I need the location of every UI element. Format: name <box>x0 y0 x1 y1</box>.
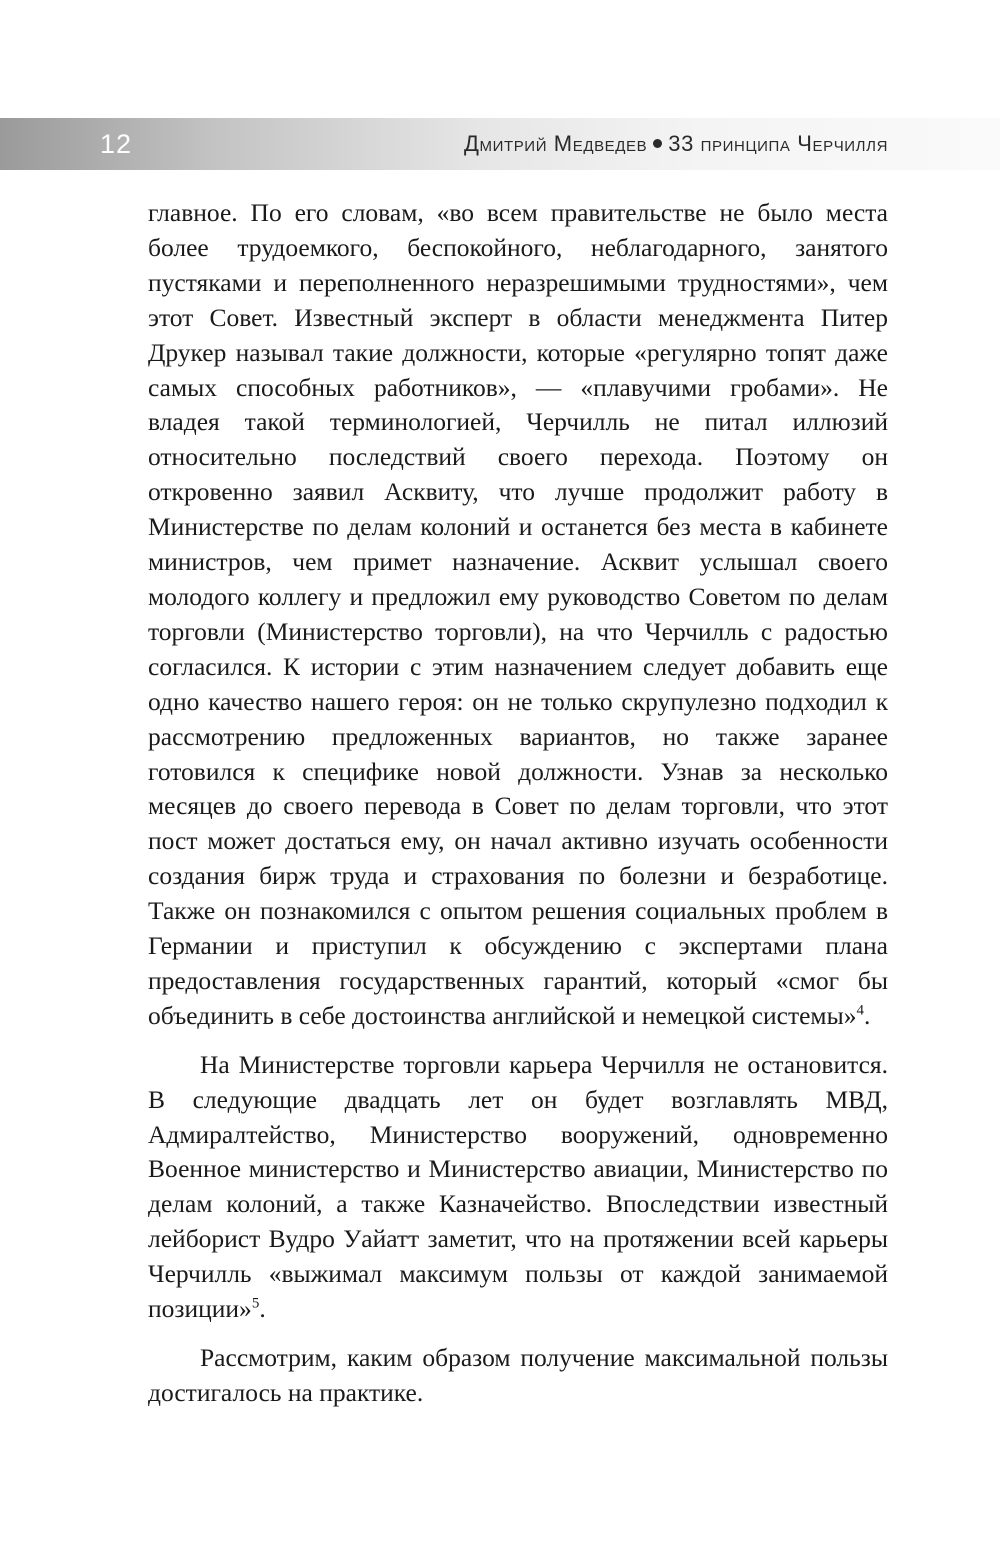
footnote-ref-5[interactable]: 5 <box>251 1295 260 1312</box>
header-book-title: 33 принципа Черчилля <box>668 131 888 156</box>
footnote-ref-4[interactable]: 4 <box>856 1002 864 1019</box>
paragraph-1-end: . <box>863 1000 871 1030</box>
running-header <box>0 118 1000 170</box>
paragraph-2-text: На Министерстве торговли карьера Черчилля не остановится. В следующие двадцать лет он будет возглавлять МВД, Адмиралтейство, Министерство вооружений, одновременно Военное министерство и Министерство авиации, Министерство по делам колоний, а также Казначейство. Впоследствии известный лейборист Вудро Уайатт заметит, что на протяжении всей карьеры Черчилль «выжимал максимум пользы от каждой занимаемой позиции» <box>148 1049 888 1324</box>
running-head <box>464 118 888 170</box>
header-author: Дмитрий Медведев <box>463 131 648 156</box>
paragraph-2-end: . <box>259 1294 266 1324</box>
paragraph-3-text: Рассмотрим, каким образом получение максимальной пользы достигалось на практике. <box>148 1343 888 1407</box>
page-body <box>148 196 888 1411</box>
paragraph-1-text: главное. По его словам, «во всем правительстве не было места более трудоемкого, беспокойного, неблагодарного, занятого пустяками и переполненного неразрешимыми трудностями», чем этот Совет. Известный эксперт в области менеджмента Питер Друкер называл такие должности, которые «регулярно топят даже самых способных работников», — «плавучими гробами». Не владея такой терминологией, Черчилль не питал иллюзий относительно последствий своего перехода. Поэтому он откровенно заявил Асквиту, что лучше продолжит работу в Министерстве по делам колоний и останется без места в кабинете министров, чем примет назначение. Асквит услышал своего молодого коллегу и предложил ему руководство Советом по делам торговли (Министерство торговли), на что Черчилль с радостью согласился. К истории с этим назначением следует добавить еще одно качество нашего героя: он не только скрупулезно подходил к рассмотрению предложенных вариантов, но также заранее готовился к специфике новой должности. Узнав за несколько месяцев до своего перевода в Совет по делам торговли, что этот пост может достаться ему, он начал активно изучать особенности создания бирж труда и страхования по болезни и безработице. Также он познакомился с опытом решения социальных проблем в Германии и приступил к обсуждению с экспертами плана предоставления государственных гарантий, который «смог бы объединить в себе достоинства английской и немецкой системы» <box>148 198 888 1030</box>
bullet-separator-icon <box>653 139 662 148</box>
paragraph-2 <box>148 1048 888 1327</box>
paragraph-3 <box>148 1341 888 1411</box>
page-number: 12 <box>100 129 133 159</box>
paragraph-1 <box>148 196 888 1034</box>
